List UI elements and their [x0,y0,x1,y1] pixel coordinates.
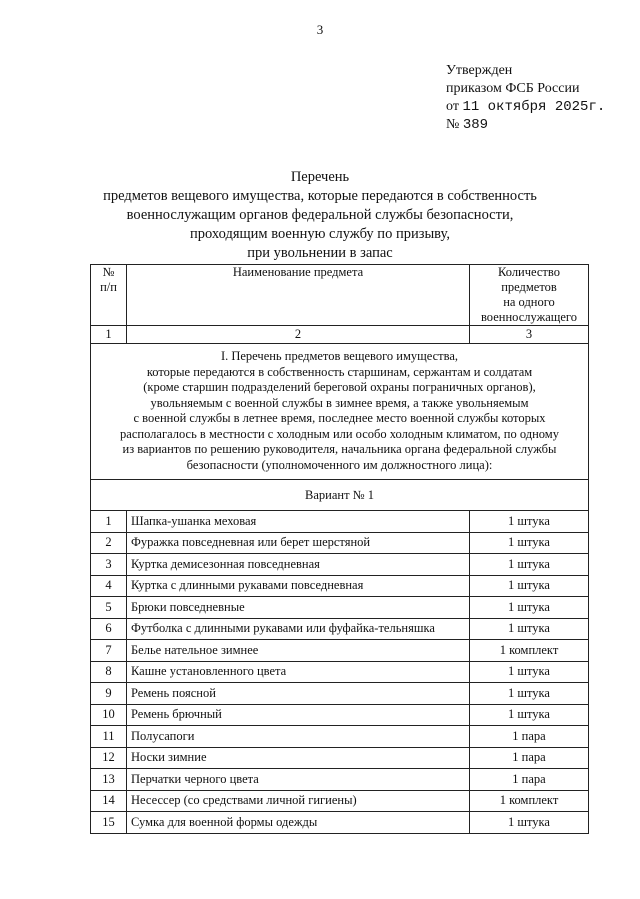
table-row [91,704,589,726]
header-quantity-line1: Количество [498,265,560,279]
column-number-1: 1 [91,326,127,344]
table-row [91,554,589,576]
section-line: I. Перечень предметов вещевого имущества, [220,349,459,363]
approval-line-approved: Утвержден [446,63,513,78]
row-number: 7 [91,640,127,662]
row-number: 10 [91,704,127,726]
row-item-name: Ремень поясной [127,683,470,705]
row-item-name: Куртка демисезонная повседневная [127,554,470,576]
title-line-3: военнослужащим органов федеральной службы безопасности, [126,207,514,223]
row-quantity: 1 пара [470,769,589,791]
column-number-3: 3 [470,326,589,344]
row-item-name: Фуражка повседневная или берет шерстяной [127,532,470,554]
header-item-name: Наименование предмета [127,265,470,326]
approval-number-prefix: № [446,117,463,132]
row-number: 3 [91,554,127,576]
section-line: из вариантов по решению руководителя, начальника органа федеральной службы [122,442,557,456]
table-row [91,597,589,619]
row-item-name: Футболка с длинными рукавами или фуфайка-тельняшка [127,618,470,640]
row-number: 9 [91,683,127,705]
row-quantity: 1 штука [470,704,589,726]
header-quantity-line2: предметов [501,280,557,294]
page-number: 3 [316,22,324,37]
section-heading [91,344,589,480]
row-quantity: 1 штука [470,597,589,619]
document-title [60,168,580,263]
row-quantity: 1 штука [470,683,589,705]
table-row [91,618,589,640]
table-row [91,769,589,791]
row-item-name: Куртка с длинными рукавами повседневная [127,575,470,597]
row-item-name: Полусапоги [127,726,470,748]
title-line-5: при увольнении в запас [247,245,393,261]
section-heading-row [91,344,589,480]
variant-row [91,480,589,511]
table-row [91,726,589,748]
row-item-name: Шапка-ушанка меховая [127,511,470,533]
row-quantity: 1 штука [470,618,589,640]
row-item-name: Брюки повседневные [127,597,470,619]
row-item-name: Перчатки черного цвета [127,769,470,791]
row-number: 8 [91,661,127,683]
row-number: 12 [91,747,127,769]
row-item-name: Несессер (со средствами личной гигиены) [127,790,470,812]
header-number-line1: № [102,265,115,279]
row-number: 1 [91,511,127,533]
table-header-row [91,265,589,326]
row-number: 15 [91,812,127,834]
row-number: 14 [91,790,127,812]
row-number: 5 [91,597,127,619]
table-row [91,532,589,554]
table-row [91,747,589,769]
row-number: 2 [91,532,127,554]
approval-number: 389 [462,117,489,133]
header-quantity-line4: военнослужащего [480,310,577,324]
row-number: 6 [91,618,127,640]
row-quantity: 1 комплект [470,790,589,812]
row-quantity: 1 штука [470,575,589,597]
approval-stamp [446,62,605,134]
column-number-row [91,326,589,344]
approval-line-date [446,98,605,116]
header-quantity [470,265,589,326]
section-line: которые передаются в собственность старшинам, сержантам и солдатам [146,364,533,379]
header-number [91,265,127,326]
row-item-name: Ремень брючный [127,704,470,726]
row-quantity: 1 пара [470,747,589,769]
row-item-name: Носки зимние [127,747,470,769]
row-item-name: Сумка для военной формы одежды [127,812,470,834]
table-row [91,575,589,597]
table-row [91,640,589,662]
header-quantity-line3: на одного [503,295,555,309]
row-number: 11 [91,726,127,748]
title-line-2: предметов вещевого имущества, которые передаются в собственность [103,188,537,204]
section-line: (кроме старшин подразделений береговой охраны пограничных органов), [143,380,536,394]
table-row [91,661,589,683]
row-quantity: 1 пара [470,726,589,748]
section-line: располагалось в местности с холодным или особо холодным климатом, по одному [120,426,559,441]
approval-line-order: приказом ФСБ России [446,81,580,96]
title-line-1: Перечень [290,169,350,185]
table-row [91,511,589,533]
items-table [90,264,589,834]
row-quantity: 1 штука [470,511,589,533]
variant-label: Вариант № 1 [91,480,589,511]
table-row [91,683,589,705]
section-line: с военной службы в летнее время, последнее место военной службы которых [133,411,546,425]
column-number-2: 2 [127,326,470,344]
row-quantity: 1 штука [470,661,589,683]
title-line-4: проходящим военную службу по призыву, [190,226,450,242]
approval-line-number [446,116,605,134]
row-number: 4 [91,575,127,597]
table-row [91,812,589,834]
approval-date: 11 октября 2025г. [462,99,606,115]
table-row [91,790,589,812]
row-number: 13 [91,769,127,791]
section-line: безопасности (уполномоченного им должностного лица): [186,457,493,472]
header-number-line2: п/п [100,280,117,294]
row-quantity: 1 штука [470,812,589,834]
row-quantity: 1 штука [470,554,589,576]
row-item-name: Белье нательное зимнее [127,640,470,662]
approval-date-prefix: от [446,99,463,114]
row-item-name: Кашне установленного цвета [127,661,470,683]
row-quantity: 1 комплект [470,640,589,662]
section-line: увольняемым с военной службы в зимнее время, а также увольняемым [150,395,529,410]
row-quantity: 1 штука [470,532,589,554]
